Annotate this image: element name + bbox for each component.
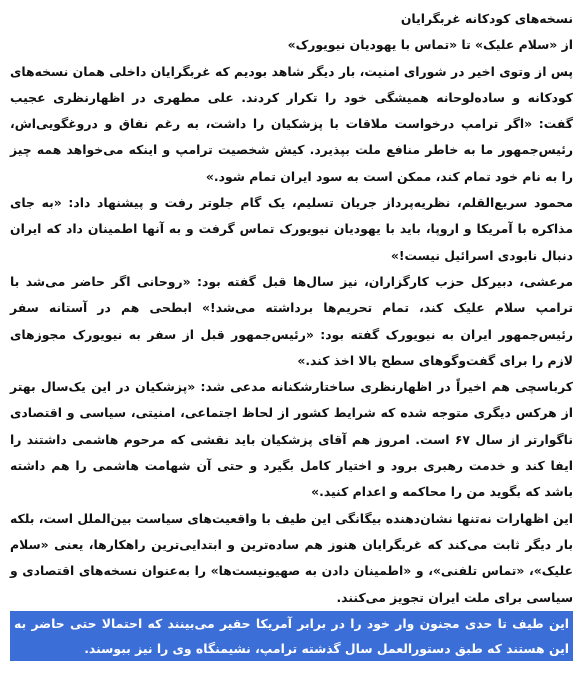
highlighted-selection[interactable]: این طیف تا حدی مجنون وار خود را در برابر آمریکا حقیر می‌بینند که احتمالا حتی حاضر به این هستند که طبق دستورالعمل سال گذشته ترامپ، نشیمنگاه وی را نیز ببوسند.: [10, 611, 573, 661]
article-subtitle: از «سلام علیک» تا «تماس با یهودیان نیویورک»: [287, 37, 573, 53]
paragraph-5: این اظهارات نه‌تنها نشان‌دهنده بیگانگی این طیف با واقعیت‌های سیاست بین‌الملل است، بلکه بار دیگر ثابت می‌کند که غربگرایان هنوز هم ساده‌ترین و ابتدایی‌ترین راهکارها، یعنی «سلام علیک»، «تماس تلفنی»، و «اطمینان دادن به صهیونیست‌ها» را به‌عنوان نسخه‌های اقتصادی و سیاسی برای ملت ایران تجویز می‌کنند.: [10, 510, 573, 605]
paragraph-2: محمود سریع‌القلم، نظریه‌پرداز جریان تسلیم، یک گام جلوتر رفت و پیشنهاد داد: «به جای مذاکره با آمریکا و اروپا، باید با یهودیان نیویورک تماس گرفت و به آنها اطمینان داد که ایران دنبال نابودی اسرائیل نیست!»: [10, 195, 573, 263]
paragraph-4: کرباسچی هم اخیراً در اظهارنظری ساختارشکنانه مدعی شد: «پزشکیان در این یک‌سال بهتر از هرکس دیگری متوجه شده که شرایط کشور از لحاظ اجتماعی، امنیتی، سیاسی و اقتصادی ناگوارتر از سال ۶۷ است. امروز هم آقای پزشکیان باید نقشی که مرحوم هاشمی داشتند را ایفا کند و خدمت رهبری برود و اختیار کامل بگیرد و حتی آن شهامت هاشمی را هم داشته باشد که بگوید من را محاکمه و اعدام کنید.»: [10, 379, 573, 500]
paragraph-1: پس از وتوی اخیر در شورای امنیت، بار دیگر شاهد بودیم که غربگرایان داخلی همان نسخه‌های کودکانه و ساده‌لوحانه همیشگی خود را تکرار کردند. علی مطهری در اظهارنظری عجیب گفت: «اگر ترامپ درخواست ملاقات با پزشکیان را داشت، به رغم نفاق و دروغگویی‌اش، رئیس‌جمهور ما به خاطر منافع ملت بپذیرد. کیش شخصیت ترامپ و اینکه می‌خواهد همه چیز را به نام خود تمام کند، ممکن است به سود ایران تمام شود.»: [10, 63, 573, 184]
article-title: نسخه‌های کودکانه غربگرایان: [400, 11, 573, 26]
paragraph-3: مرعشی، دبیرکل حزب کارگزاران، نیز سال‌ها قبل گفته بود: «روحانی اگر حاضر می‌شد با ترامپ سلام علیک کند، تمام تحریم‌ها برداشته می‌شد!» ابطحی هم در آستانه سفر رئیس‌جمهور ایران به نیویورک گفته بود: «رئیس‌جمهور قبل از سفر به نیویورک مجوزهای لازم را برای گفت‌وگوهای سطح بالا اخذ کند.»: [10, 273, 573, 368]
